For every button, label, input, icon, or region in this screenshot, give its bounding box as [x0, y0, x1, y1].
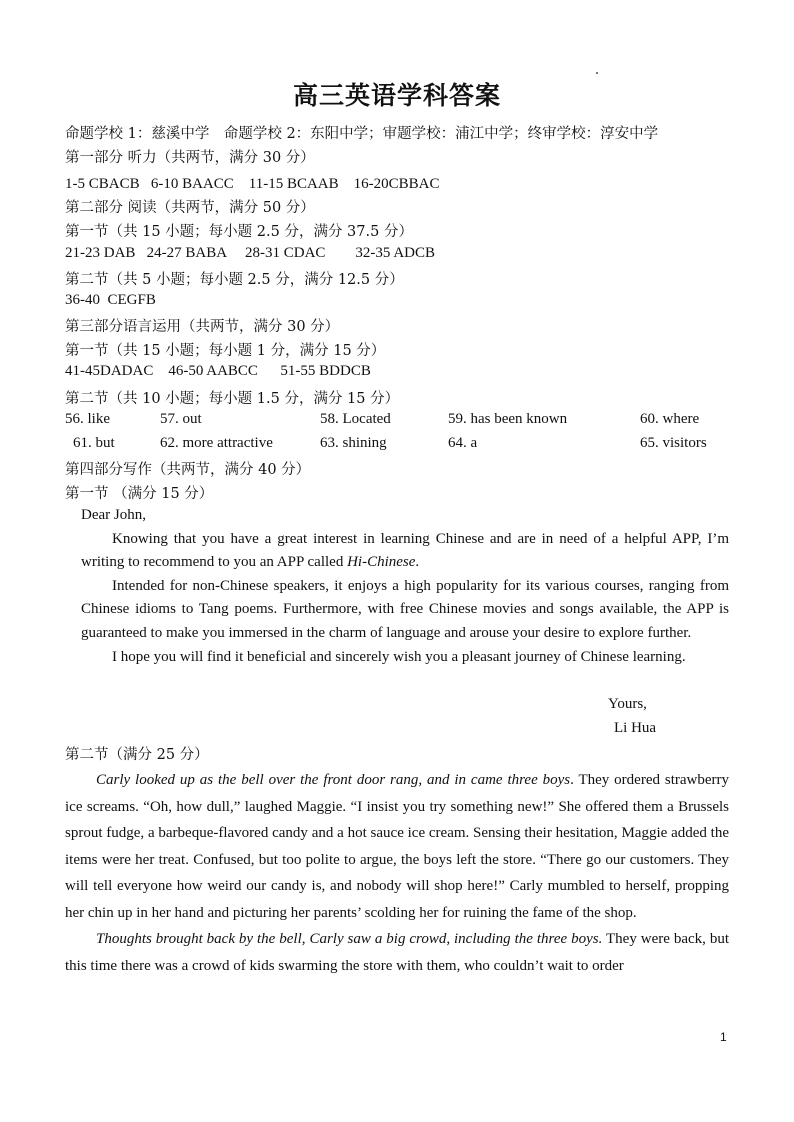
- model-letter: [81, 504, 729, 669]
- part1-heading: 第一部分 听力（共两节，满分 30 分）: [65, 150, 315, 166]
- fill-answer-61: 61. but: [73, 435, 115, 451]
- letter-signature: Li Hua: [614, 720, 657, 736]
- letter-closing: Yours,: [608, 696, 647, 712]
- scan-dot: [596, 72, 598, 74]
- part2-section2-heading: 第二节（共 5 小题；每小题 2.5 分，满分 12.5 分）: [65, 272, 404, 288]
- fill-answer-59: 59. has been known: [448, 411, 568, 427]
- app-name: Hi-Chinese: [347, 554, 416, 571]
- story-paragraph-1: Carly looked up as the bell over the front door rang, and in came three boys. They ordered strawberry ice screams. “Oh, how dull,” laughed Maggie. “I insist you try something new!” She offered them a Brussels sprout fudge, a barbeque-flavored candy and a hot sauce ice cream. Sensing their hesitation, Maggie added the items were her treat. Confused, but too polite to argue, the boys left the store. “There go our customers. They will tell everyone how weird our candy is, and nobody will shop here!” Carly mumbled to herself, propping her chin up in her hand and picturing her parents’ scolding her for ruining the fame of the shop.: [65, 772, 729, 921]
- fill-answer-60: 60. where: [640, 411, 700, 427]
- fill-answer-57: 57. out: [160, 411, 202, 427]
- letter-paragraph-1: Knowing that you have a great interest in learning Chinese and are in need of a helpful APP, I’m writing to recommend to you an APP called Hi-Chinese.: [81, 530, 729, 571]
- part2-section1-heading: 第一节（共 15 小题；每小题 2.5 分，满分 37.5 分）: [65, 224, 413, 240]
- part4-heading: 第四部分写作（共两节，满分 40 分）: [65, 462, 311, 478]
- part3-section1-answers: 41-45DADAC 46-50 AABCC 51-55 BDDCB: [65, 363, 371, 379]
- part3-heading: 第三部分语言运用（共两节，满分 30 分）: [65, 319, 340, 335]
- part3-section1-heading: 第一节（共 15 小题；每小题 1 分，满分 15 分）: [65, 343, 386, 359]
- letter-paragraph-3: I hope you will find it beneficial and sincerely wish you a pleasant journey of Chinese learning.: [112, 648, 686, 665]
- part4-section2-heading: 第二节（满分 25 分）: [65, 747, 209, 763]
- fill-answer-56: 56. like: [65, 411, 110, 427]
- letter-salutation: Dear John,: [81, 507, 146, 523]
- fill-answer-63: 63. shining: [320, 435, 387, 451]
- story-paragraph-2: Thoughts brought back by the bell, Carly saw a big crowd, including the three boys. They were back, but this time there was a crowd of kids swarming the store with them, who couldn’t wait to order: [65, 931, 729, 974]
- fill-answer-58: 58. Located: [320, 411, 391, 427]
- fill-answer-65: 65. visitors: [640, 435, 707, 451]
- continuation-story: [65, 767, 729, 979]
- part3-section2-heading: 第二节（共 10 小题；每小题 1.5 分，满分 15 分）: [65, 391, 400, 407]
- part4-section1-heading: 第一节 （满分 15 分）: [65, 486, 214, 502]
- part2-section2-answers: 36-40 CEGFB: [65, 292, 156, 308]
- fill-answer-64: 64. a: [448, 435, 478, 451]
- part2-heading: 第二部分 阅读（共两节，满分 50 分）: [65, 200, 315, 216]
- page-title: 高三英语学科答案: [292, 81, 501, 110]
- school-info: 命题学校 1：慈溪中学 命题学校 2：东阳中学；审题学校：浦江中学；终审学校：淳安中学: [65, 126, 659, 142]
- fill-answer-62: 62. more attractive: [160, 435, 273, 451]
- letter-paragraph-2: Intended for non-Chinese speakers, it enjoys a high popularity for its various courses, ranging from Chinese idioms to Tang poems. Furthermore, with free Chinese movies and songs available, the APP is guaranteed to make you immersed in the charm of language and arouse your desire to explore further.: [81, 577, 729, 641]
- page-number: 1: [720, 1030, 727, 1044]
- part2-section1-answers: 21-23 DAB 24-27 BABA 28-31 CDAC 32-35 ADCB: [65, 245, 436, 261]
- part1-answers: 1-5 CBACB 6-10 BAACC 11-15 BCAAB 16-20CBBAC: [65, 176, 440, 192]
